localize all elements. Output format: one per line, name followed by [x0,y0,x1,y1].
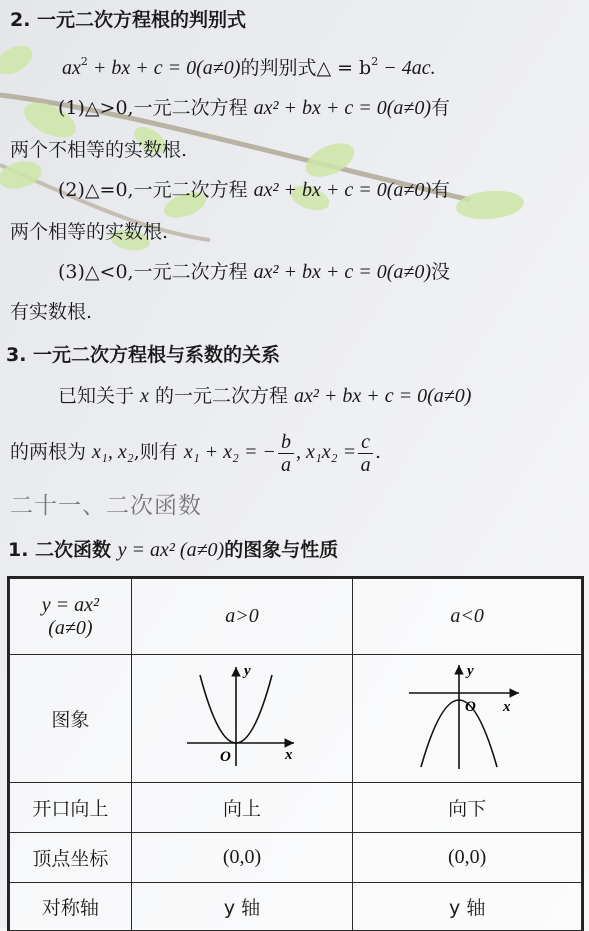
header-function-label: y = ax² [41,593,99,616]
row-label-opening: 开口向上 [10,783,132,833]
y-axis-label: y [467,663,474,679]
graph-downward-parabola [353,655,582,783]
section-3-title: 3. 一元二次方程根与系数的关系 [6,344,281,366]
header-function-cell [10,579,132,655]
row-label-vertex: 顶点坐标 [10,833,132,883]
discriminant-definition: $ax^2$ + bx + c = 0(a≠0)的判别式△ = $b^2 - 4ac$. [62,55,436,79]
table-row [10,833,582,883]
quadratic-function-section-title: 1. 二次函数 y = ax² (a≠0)的图象与性质 [8,539,339,561]
quadratic-properties-table [9,578,582,931]
chapter-heading: 二十一、二次函数 [10,493,202,519]
axis-a-positive: y 轴 [131,883,353,931]
table-row [10,783,582,833]
header-a-negative: a<0 [353,579,582,655]
case-1-line-2: 两个不相等的实数根. [10,139,188,161]
vieta-formula-line: 的两根为 x₁, x₂,则有 x₁ + x₂ = − $\frac{b}{a}$ , x₁x₂ = $\frac{c}{a}$ . [10,430,382,476]
section-2-title: 2. 一元二次方程根的判别式 [10,9,247,31]
fraction-b-over-a: $\frac{b}{a}$ [278,431,294,476]
upward-parabola-graph [182,661,302,771]
vieta-intro-line: 已知关于 x 的一元二次方程 ax² + bx + c = 0(a≠0) [58,385,472,407]
y-axis-label: y [244,663,251,679]
case-2-line-2: 两个相等的实数根. [10,221,169,243]
origin-label: O [465,699,477,715]
x-axis-label: x [503,699,511,715]
row-label-graph: 图象 [10,655,132,783]
table-row [10,579,582,655]
case-1-line-1: (1)△>0,一元二次方程 ax² + bx + c = 0(a≠0)有 [58,97,451,119]
downward-parabola-graph [407,661,527,771]
opening-a-positive: 向上 [131,783,353,833]
row-label-axis: 对称轴 [10,883,132,931]
table-row [10,883,582,931]
opening-a-negative: 向下 [353,783,582,833]
graph-upward-parabola [131,655,353,783]
x-axis-label: x [285,747,293,763]
vertex-a-negative: (0,0) [353,833,582,883]
origin-label: O [220,749,231,765]
axis-a-negative: y 轴 [353,883,582,931]
table-row [10,655,582,783]
case-3-line-2: 有实数根. [10,301,93,323]
case-3-line-1: (3)△<0,一元二次方程 ax² + bx + c = 0(a≠0)没 [58,261,451,283]
case-2-line-1: (2)△=0,一元二次方程 ax² + bx + c = 0(a≠0)有 [58,179,451,201]
fraction-c-over-a: $\frac{c}{a}$ [358,431,373,476]
header-condition-label: (a≠0) [48,616,93,639]
vertex-a-positive: (0,0) [131,833,353,883]
header-a-positive: a>0 [131,579,353,655]
